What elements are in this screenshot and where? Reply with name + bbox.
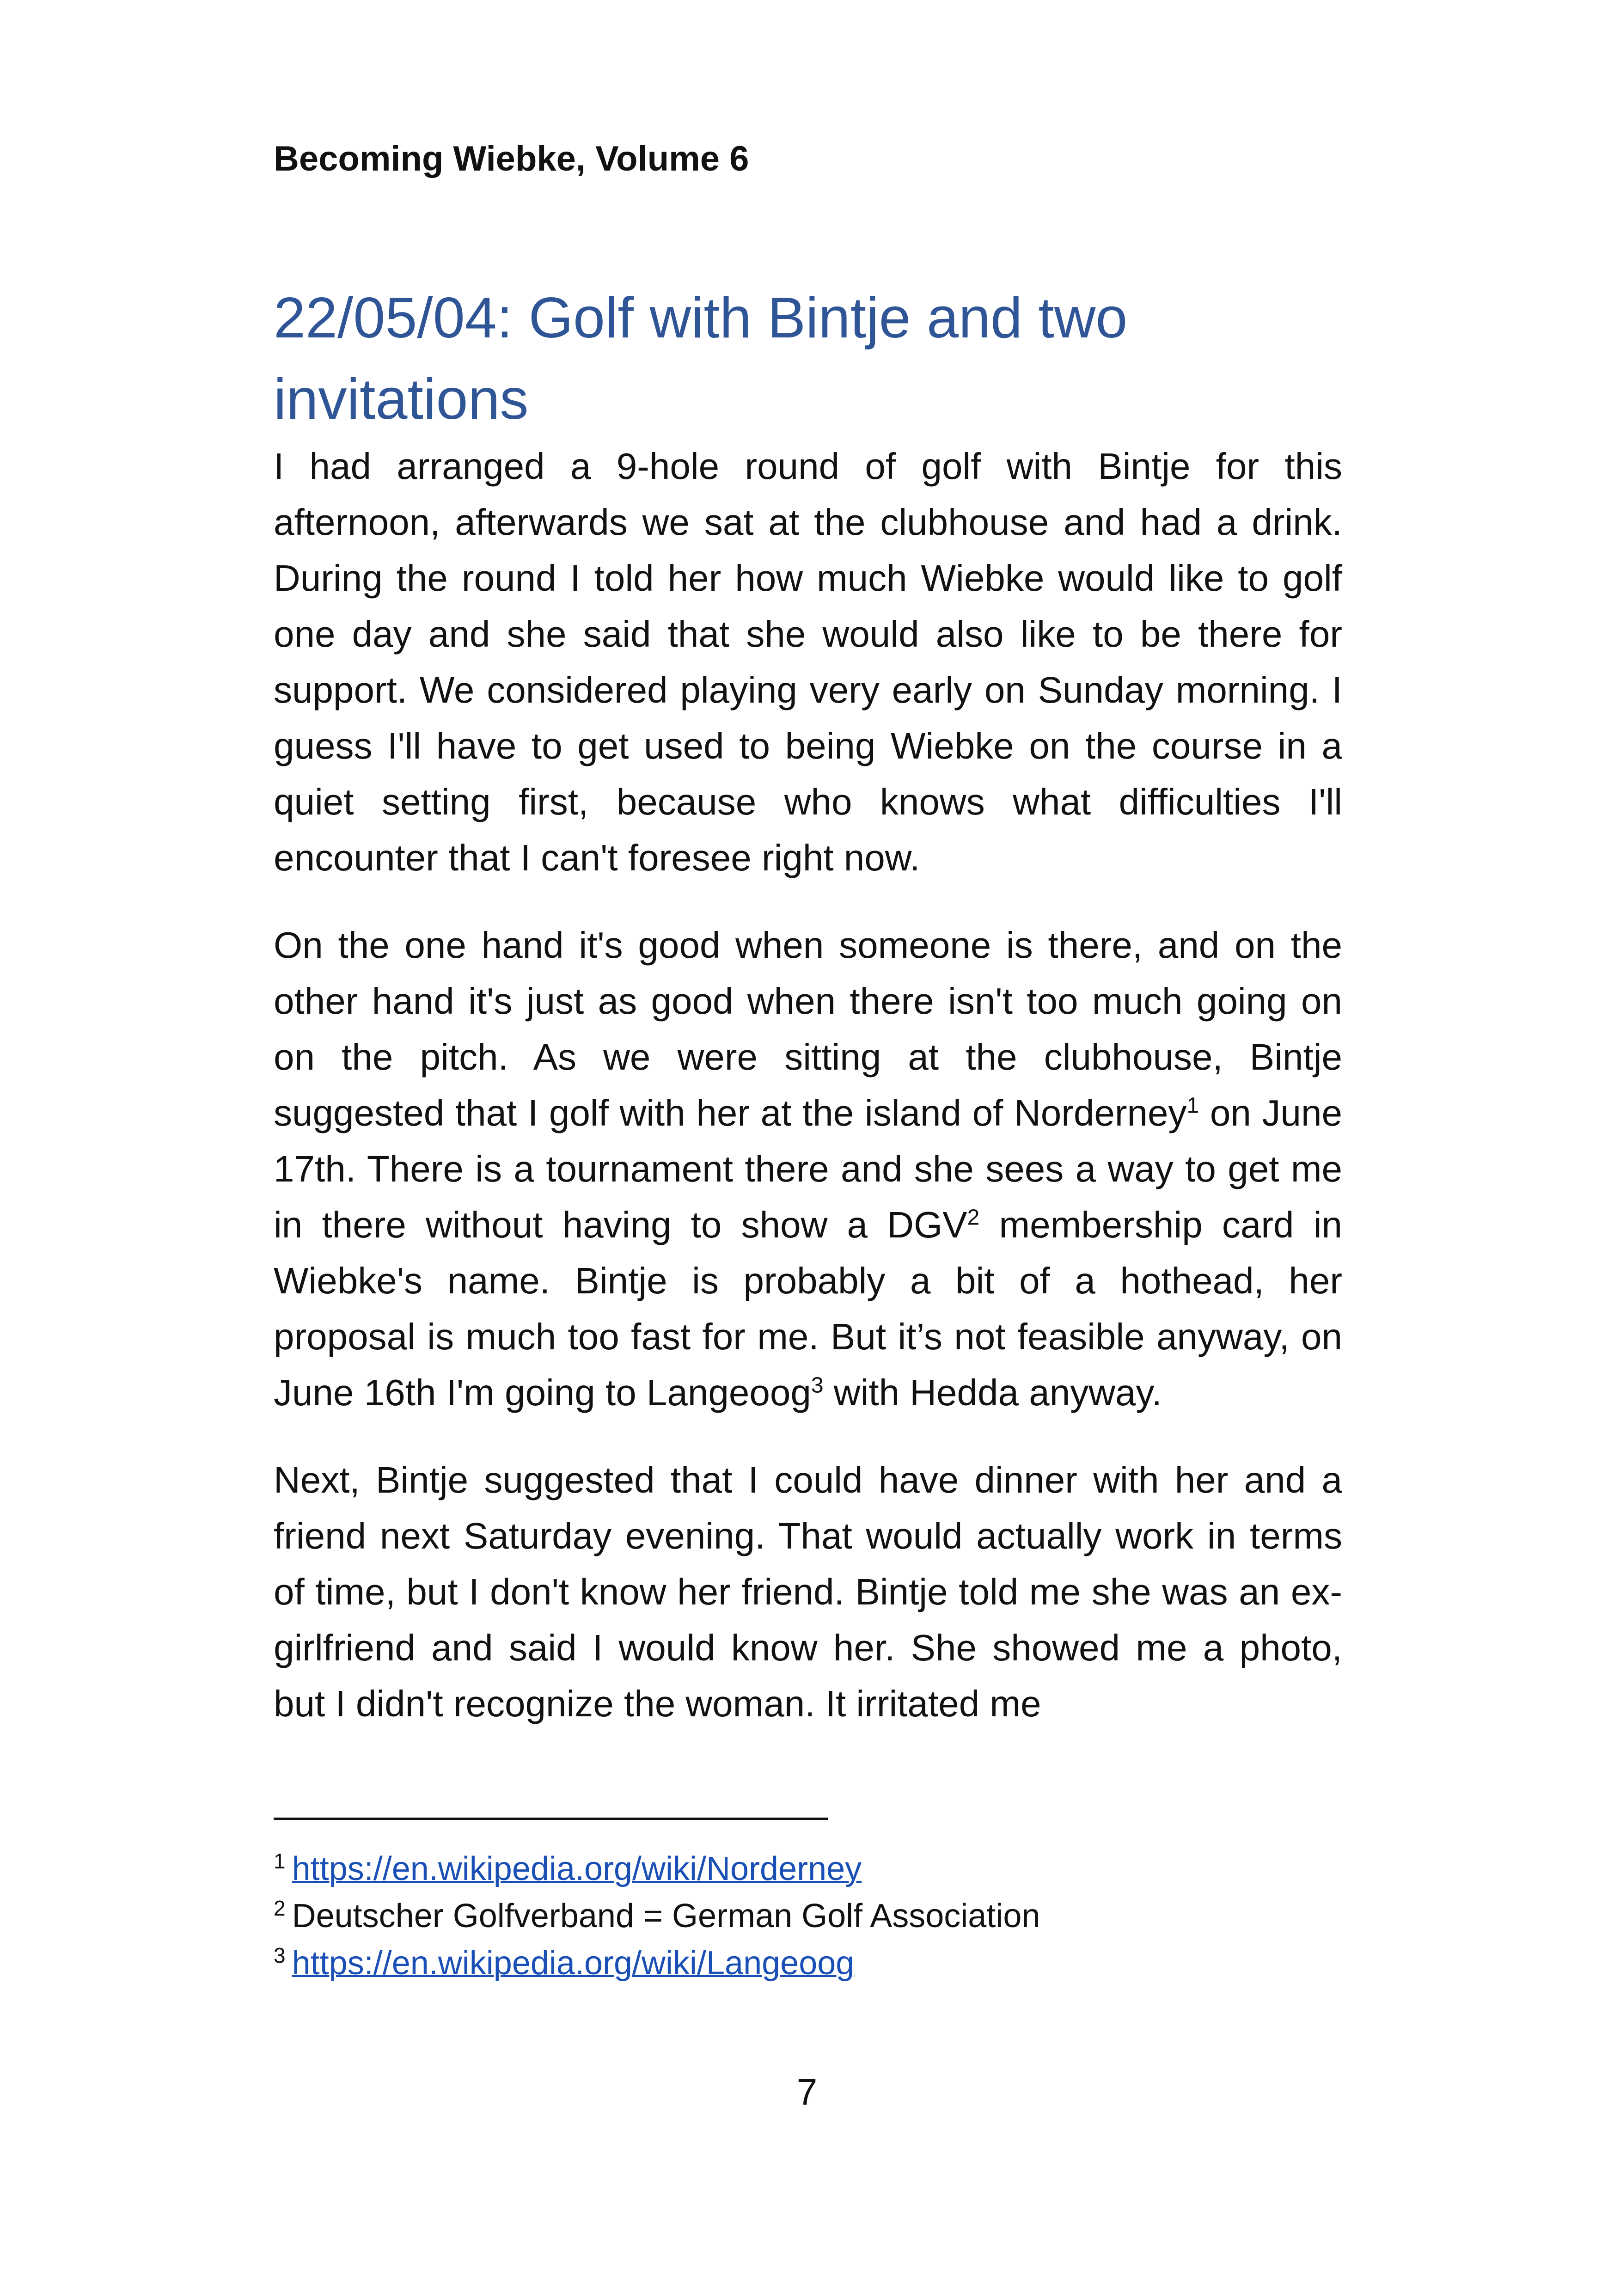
footnote-ref-2[interactable]: 2	[967, 1205, 980, 1230]
paragraph-2	[274, 917, 1342, 1420]
footnote-link-norderney[interactable]: https://en.wikipedia.org/wiki/Norderney	[292, 1850, 862, 1887]
footnote-number: 1	[274, 1849, 286, 1873]
paragraph-2-part-d: with Hedda anyway.	[823, 1372, 1162, 1413]
footnote-1	[274, 1845, 1342, 1892]
footnote-ref-1[interactable]: 1	[1186, 1093, 1199, 1118]
paragraph-1: I had arranged a 9-hole round of golf with Bintje for this afternoon, afterwards we sat at the clubhouse and had a drink. During the round I told her how much Wiebke would like to golf one day and she said that she would also like to be there for support. We considered playing very early on Sunday morning. I guess I'll have to get used to being Wiebke on the course in a quiet setting first, because who knows what difficulties I'll encounter that I can't foresee right now.	[274, 446, 1342, 878]
footnote-number: 3	[274, 1943, 286, 1967]
footnote-link-langeoog[interactable]: https://en.wikipedia.org/wiki/Langeoog	[292, 1945, 855, 1982]
paragraph-2-part-c: membership card in Wiebke's name. Bintje is probably a bit of a hothead, her proposal is much too fast for me. But it’s not feasible anyway, on June 16th I'm going to Langeoog	[274, 1204, 1342, 1413]
footnotes	[274, 1845, 1342, 1987]
footnote-number: 2	[274, 1896, 286, 1920]
footnote-2	[274, 1892, 1342, 1940]
page-number: 7	[796, 2071, 818, 2112]
paragraph-3: Next, Bintje suggested that I could have dinner with her and a friend next Saturday evening. That would actually work in terms of time, but I don't know her friend. Bintje told me she was an ex-girlfriend and said I would know her. She showed me a photo, but I didn't recognize the woman. It irritated me	[274, 1459, 1342, 1724]
footnote-ref-3[interactable]: 3	[811, 1373, 824, 1398]
body-text	[274, 438, 1342, 1763]
paragraph-2-part-b: on June 17th. There is a tournament there and she sees a way to get me in there without having to show a DGV	[274, 1092, 1342, 1245]
footnote-separator	[274, 1818, 828, 1820]
running-header: Becoming Wiebke, Volume 6	[274, 139, 749, 178]
chapter-title: 22/05/04: Golf with Bintje and two invitations	[274, 286, 1128, 431]
footnote-3	[274, 1940, 1342, 1987]
paragraph-2-part-a: On the one hand it's good when someone is there, and on the other hand it's just as good when there isn't too much going on on the pitch. As we were sitting at the clubhouse, Bintje suggested that I golf with her at the island of Norderney	[274, 925, 1342, 1133]
footnote-text: Deutscher Golfverband = German Golf Association	[292, 1898, 1040, 1935]
